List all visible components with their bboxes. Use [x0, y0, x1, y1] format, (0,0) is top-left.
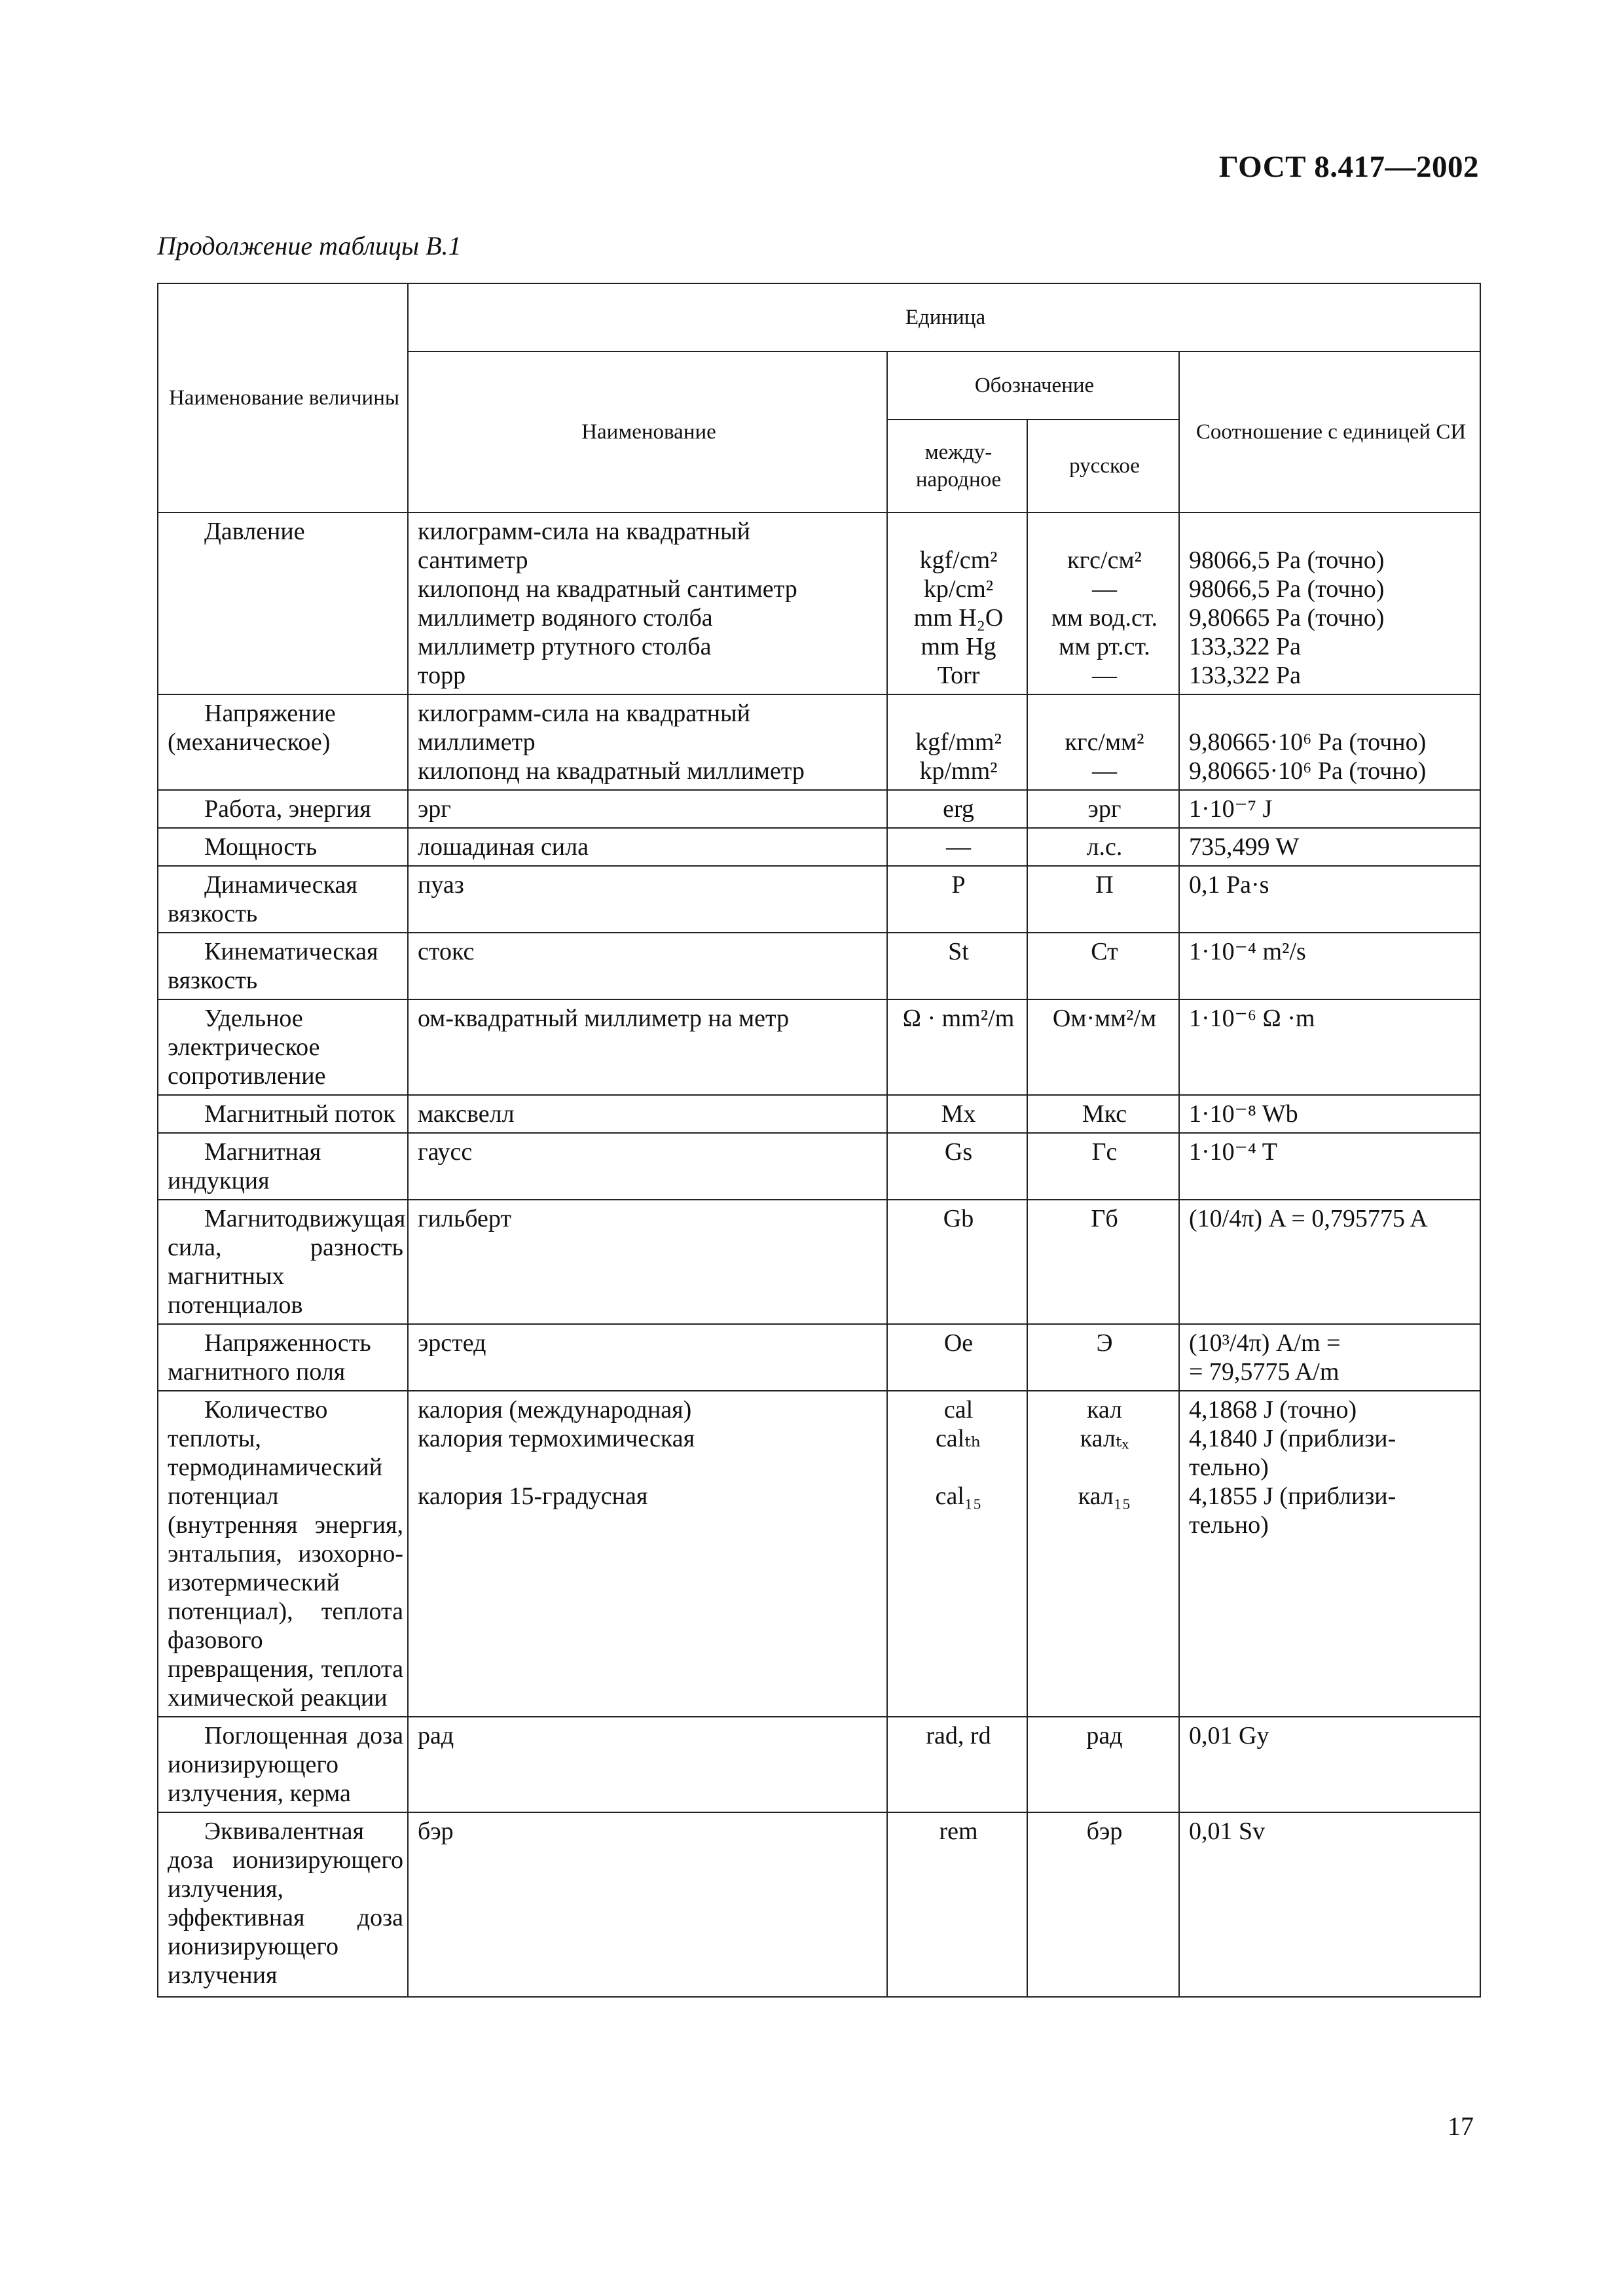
table-row [158, 1324, 1480, 1391]
rus-symbol-line: мм вод.ст. [1051, 604, 1158, 632]
quantity-label: Эквивалентная доза ионизирующего излучения, эффективная доза ионизирующего излучения [168, 1818, 403, 1989]
si-relation-cell [1179, 1812, 1480, 1997]
intl-symbol-cell [887, 866, 1027, 933]
unit-name-cell [408, 1200, 887, 1324]
quantity-cell [158, 1812, 408, 1997]
units-table [157, 283, 1481, 1998]
si-relation-line [1189, 517, 1473, 546]
unit-name-cell [408, 828, 887, 866]
rus-symbol-line: — [1092, 575, 1117, 603]
rus-symbol-line: бэр [1086, 1818, 1123, 1845]
table-row [158, 1717, 1480, 1812]
quantity-label: Кинематическая вязкость [168, 938, 378, 994]
unit-name-line: ом-квадратный миллиметр на метр [418, 1005, 790, 1032]
si-relation-cell [1179, 1717, 1480, 1812]
table-row [158, 1133, 1480, 1200]
quantity-cell [158, 933, 408, 999]
rus-symbol-line: л.с. [1086, 833, 1123, 861]
table-row [158, 1095, 1480, 1133]
si-relation-line: 1·10⁻⁸ Wb [1189, 1100, 1298, 1128]
quantity-cell [158, 512, 408, 694]
rus-symbol-line: П [1095, 871, 1114, 899]
intl-symbol-cell [887, 1133, 1027, 1200]
rus-symbol-line: Ст [1091, 938, 1118, 965]
rus-symbol-cell [1027, 512, 1179, 694]
si-relation-cell [1179, 999, 1480, 1095]
page-number: 17 [1448, 2111, 1474, 2141]
quantity-label: Магнитодвижущая сила, разность магнитных потенциалов [168, 1205, 406, 1319]
unit-name-cell [408, 694, 887, 790]
intl-symbol-line: Gb [943, 1205, 974, 1232]
si-relation-line: 1·10⁻⁶ Ω ·m [1189, 1005, 1315, 1032]
intl-symbol-line: P [951, 871, 966, 899]
si-relation-cell [1179, 933, 1480, 999]
quantity-cell [158, 866, 408, 933]
si-relation-line: = 79,5775 A/m [1189, 1358, 1340, 1386]
unit-name-cell [408, 1095, 887, 1133]
rus-symbol-cell [1027, 933, 1179, 999]
intl-symbol-line: St [948, 938, 969, 965]
unit-name-line: эрг [418, 795, 451, 823]
intl-symbol-line [897, 699, 1020, 728]
table-body [158, 512, 1480, 1997]
unit-name-line: сантиметр [418, 547, 528, 574]
unit-name-line: гаусс [418, 1138, 473, 1166]
quantity-cell [158, 1200, 408, 1324]
si-relation-line: 735,499 W [1189, 833, 1300, 861]
rus-symbol-line: Мкс [1082, 1100, 1127, 1128]
rus-symbol-cell [1027, 1324, 1179, 1391]
si-relation-cell [1179, 790, 1480, 828]
intl-symbol-cell [887, 1095, 1027, 1133]
quantity-label: Количество теплоты, термодинамический потенциал (внутренняя энергия, энтальпия, изохорно-изотермический потенциал), теплота фазового превращения, теплота химической реакции [168, 1396, 403, 1712]
header-unit: Единица [408, 283, 1480, 351]
si-relation-cell [1179, 1133, 1480, 1200]
rus-symbol-line: рад [1086, 1722, 1123, 1749]
rus-symbol-line: — [1092, 662, 1117, 689]
quantity-cell [158, 1717, 408, 1812]
rus-symbol-line: калₜₓ [1080, 1425, 1129, 1452]
table-row [158, 694, 1480, 790]
unit-name-cell [408, 1133, 887, 1200]
header-quantity: Наименование величины [158, 283, 408, 512]
unit-name-line: килопонд на квадратный сантиметр [418, 575, 797, 603]
rus-symbol-line: Э [1096, 1329, 1113, 1357]
si-relation-cell [1179, 1324, 1480, 1391]
unit-name-cell [408, 1717, 887, 1812]
rus-symbol-line: Гб [1091, 1205, 1118, 1232]
si-relation-line: 1·10⁻⁷ J [1189, 795, 1273, 823]
quantity-label: Мощность [204, 833, 318, 861]
table-row [158, 1812, 1480, 1997]
si-relation-line: 133,322 Pa [1189, 662, 1301, 689]
si-relation-line: 4,1868 J (точно) [1189, 1396, 1357, 1424]
si-relation-line: (10³/4π) A/m = [1189, 1329, 1341, 1357]
intl-symbol-line: erg [943, 795, 974, 823]
si-relation-line: 98066,5 Pa (точно) [1189, 575, 1385, 603]
si-relation-line: тельно) [1189, 1454, 1269, 1481]
unit-name-line: бэр [418, 1818, 454, 1845]
rus-symbol-cell [1027, 999, 1179, 1095]
intl-symbol-line: cal₁₅ [935, 1482, 982, 1510]
intl-symbol-line: Gs [944, 1138, 973, 1166]
unit-name-line: килограмм-сила на квадратный [418, 700, 750, 727]
unit-name-line: максвелл [418, 1100, 515, 1128]
intl-symbol-line: Oe [943, 1329, 974, 1357]
table-row [158, 828, 1480, 866]
rus-symbol-cell [1027, 866, 1179, 933]
rus-symbol-cell [1027, 1095, 1179, 1133]
intl-symbol-line: kgf/mm² [915, 728, 1002, 756]
quantity-cell [158, 694, 408, 790]
table-row [158, 512, 1480, 694]
unit-name-line: миллиметр водяного столба [418, 604, 713, 632]
unit-name-line [418, 1453, 880, 1482]
intl-symbol-line: calₜₕ [935, 1425, 982, 1452]
rus-symbol-cell [1027, 828, 1179, 866]
rus-symbol-line: Гс [1091, 1138, 1118, 1166]
si-relation-line: 98066,5 Pa (точно) [1189, 547, 1385, 574]
si-relation-line: 0,1 Pa·s [1189, 871, 1269, 899]
si-relation-line: 0,01 Gy [1189, 1722, 1269, 1749]
unit-name-cell [408, 790, 887, 828]
unit-name-cell [408, 512, 887, 694]
table-row [158, 790, 1480, 828]
unit-name-cell [408, 1391, 887, 1717]
si-relation-cell [1179, 1200, 1480, 1324]
rus-symbol-line: кал [1086, 1396, 1123, 1424]
table-row [158, 866, 1480, 933]
unit-name-line: торр [418, 662, 466, 689]
intl-symbol-line: — [946, 833, 971, 861]
header-si-relation: Соотношение с единицей СИ [1179, 351, 1480, 512]
quantity-label: Напряженность магнитного поля [168, 1329, 371, 1386]
quantity-label: Давление [204, 518, 305, 545]
table-row [158, 999, 1480, 1095]
rus-symbol-cell [1027, 694, 1179, 790]
rus-symbol-line: Ом·мм²/м [1052, 1005, 1157, 1032]
si-relation-line: 9,80665·10⁶ Pa (точно) [1189, 728, 1427, 756]
rus-symbol-line: мм рт.ст. [1059, 633, 1150, 660]
si-relation-line: 9,80665 Pa (точно) [1189, 604, 1385, 632]
unit-name-line: калория 15-градусная [418, 1482, 648, 1510]
si-relation-line [1189, 699, 1473, 728]
unit-name-line: килограмм-сила на квадратный [418, 518, 750, 545]
intl-symbol-line: kgf/cm² [919, 547, 998, 574]
intl-symbol-line [897, 1453, 1020, 1482]
rus-symbol-cell [1027, 1200, 1179, 1324]
intl-symbol-cell [887, 790, 1027, 828]
intl-symbol-line: kp/mm² [919, 757, 998, 785]
intl-symbol-line: Mx [941, 1100, 976, 1128]
unit-name-line: гильберт [418, 1205, 512, 1232]
unit-name-line: лошадиная сила [418, 833, 589, 861]
si-relation-cell [1179, 694, 1480, 790]
quantity-cell [158, 828, 408, 866]
rus-symbol-cell [1027, 790, 1179, 828]
unit-name-cell [408, 999, 887, 1095]
header-unit-name: Наименование [408, 351, 887, 512]
rus-symbol-line: — [1092, 757, 1117, 785]
header-russian: русское [1027, 420, 1179, 512]
unit-name-line: миллиметр [418, 728, 536, 756]
unit-name-cell [408, 1812, 887, 1997]
quantity-cell [158, 1324, 408, 1391]
rus-symbol-cell [1027, 1717, 1179, 1812]
quantity-label: Магнитная индукция [168, 1138, 321, 1194]
intl-symbol-line: Torr [937, 662, 980, 689]
intl-symbol-line: mm H₂O [913, 604, 1004, 632]
intl-symbol-cell [887, 1324, 1027, 1391]
header-designation: Обозначение [887, 351, 1179, 420]
rus-symbol-line [1037, 517, 1172, 546]
standard-title: ГОСТ 8.417—2002 [1218, 150, 1479, 184]
rus-symbol-line: кгс/мм² [1065, 728, 1144, 756]
quantity-label: Удельное электрическое сопротивление [168, 1005, 326, 1090]
unit-name-cell [408, 866, 887, 933]
rus-symbol-line: эрг [1087, 795, 1122, 823]
si-relation-line: 1·10⁻⁴ T [1189, 1138, 1277, 1166]
unit-name-line: пуаз [418, 871, 464, 899]
intl-symbol-cell [887, 1812, 1027, 1997]
si-relation-line: 9,80665·10⁶ Pa (точно) [1189, 757, 1427, 785]
intl-symbol-line: mm Hg [921, 633, 996, 660]
rus-symbol-line [1037, 699, 1172, 728]
quantity-label: Напряжение (механическое) [168, 700, 336, 756]
unit-name-cell [408, 1324, 887, 1391]
unit-name-line: рад [418, 1722, 454, 1749]
intl-symbol-cell [887, 933, 1027, 999]
table-row [158, 1391, 1480, 1717]
quantity-cell [158, 790, 408, 828]
intl-symbol-line: Ω · mm²/m [902, 1005, 1015, 1032]
header-international: между-народное [887, 420, 1027, 512]
intl-symbol-cell [887, 999, 1027, 1095]
si-relation-cell [1179, 866, 1480, 933]
intl-symbol-cell [887, 694, 1027, 790]
intl-symbol-cell [887, 828, 1027, 866]
rus-symbol-line: кал₁₅ [1078, 1482, 1131, 1510]
intl-symbol-cell [887, 1200, 1027, 1324]
unit-name-line: калория (международная) [418, 1396, 692, 1424]
si-relation-cell [1179, 1095, 1480, 1133]
si-relation-line: 133,322 Pa [1189, 633, 1301, 660]
quantity-label: Динамическая вязкость [168, 871, 357, 927]
si-relation-line: 1·10⁻⁴ m²/s [1189, 938, 1306, 965]
unit-name-line: миллиметр ртутного столба [418, 633, 712, 660]
quantity-label: Поглощенная доза ионизирующего излучения, керма [168, 1722, 403, 1807]
unit-name-cell [408, 933, 887, 999]
intl-symbol-line: rad, rd [926, 1722, 991, 1749]
intl-symbol-cell [887, 1717, 1027, 1812]
intl-symbol-cell [887, 512, 1027, 694]
unit-name-line: эрстед [418, 1329, 486, 1357]
quantity-cell [158, 999, 408, 1095]
table-row [158, 933, 1480, 999]
si-relation-cell [1179, 512, 1480, 694]
si-relation-line: 4,1840 J (приблизи- [1189, 1425, 1396, 1452]
intl-symbol-line: cal [943, 1396, 974, 1424]
unit-name-line: калория термохимическая [418, 1425, 695, 1452]
quantity-label: Магнитный поток [204, 1100, 395, 1128]
quantity-cell [158, 1095, 408, 1133]
si-relation-line: (10/4π) A = 0,795775 A [1189, 1205, 1428, 1232]
intl-symbol-cell [887, 1391, 1027, 1717]
rus-symbol-cell [1027, 1133, 1179, 1200]
intl-symbol-line: rem [939, 1818, 978, 1845]
rus-symbol-line: кгс/см² [1067, 547, 1142, 574]
quantity-label: Работа, энергия [204, 795, 371, 823]
si-relation-line: 4,1855 J (приблизи- [1189, 1482, 1396, 1510]
si-relation-cell [1179, 1391, 1480, 1717]
quantity-cell [158, 1391, 408, 1717]
rus-symbol-cell [1027, 1391, 1179, 1717]
intl-symbol-line: kp/cm² [923, 575, 994, 603]
rus-symbol-line [1037, 1453, 1172, 1482]
si-relation-line: 0,01 Sv [1189, 1818, 1266, 1845]
table-row [158, 1200, 1480, 1324]
table-caption: Продолжение таблицы В.1 [157, 231, 462, 260]
si-relation-cell [1179, 828, 1480, 866]
unit-name-line: стокс [418, 938, 475, 965]
intl-symbol-line [897, 517, 1020, 546]
quantity-cell [158, 1133, 408, 1200]
rus-symbol-cell [1027, 1812, 1179, 1997]
si-relation-line: тельно) [1189, 1511, 1269, 1539]
unit-name-line: килопонд на квадратный миллиметр [418, 757, 805, 785]
